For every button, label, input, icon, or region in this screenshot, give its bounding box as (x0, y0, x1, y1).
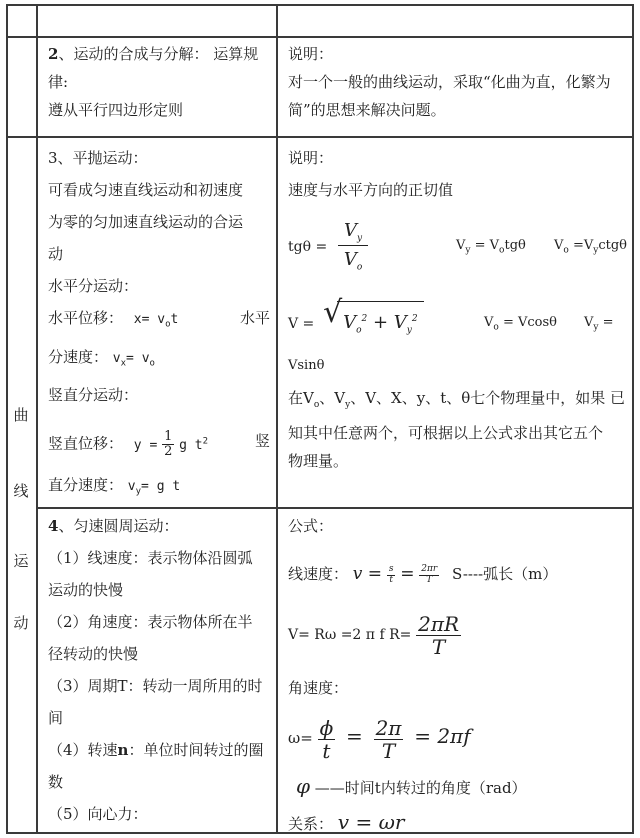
row2-left-cell (48, 40, 270, 124)
circular-motion-title: 、匀速圆周运动： (58, 517, 179, 535)
v-rw-label: V= Rω =2 π f R= (288, 627, 412, 643)
sqrt-expression: √ $V_o^2 + V_y^2$ (337, 301, 424, 348)
fraction-numerator: 2π (375, 715, 402, 740)
linear-speed-formula (288, 554, 628, 594)
vertical-displacement-label: 竖直位移： (48, 434, 124, 453)
vy-sin: Vsinθ (288, 358, 325, 373)
tangent-description: 速度与水平方向的正切值 (288, 181, 454, 199)
sqrt-plus: + V (372, 312, 407, 333)
row2-heading-cont: 律: (48, 73, 69, 91)
relation-label: 关系： (288, 815, 334, 833)
vertical-displacement-line: 竖直位移： y = $\frac{1}{2}$ g $t^2$ 竖 (48, 419, 274, 463)
vx-symbol: v (112, 350, 121, 366)
rotation-speed-item-cont: 数 (48, 773, 64, 791)
fraction-numerator: s (388, 563, 394, 574)
projectile-desc-line: 动 (48, 245, 64, 263)
vo-ctg-tail: ctgθ (598, 238, 627, 253)
note-part: 、V、X、y、t、θ七个物理量中，如果 已 (350, 389, 626, 407)
vertical-velocity-label: 直分速度： (48, 476, 124, 495)
tangent-formula-line: tgθ = $\frac{V_y}{V_o}$ $V_y = V_otg\theta$ $V_o =V_yctg\theta$ (288, 220, 627, 273)
g-t-term: g t (179, 437, 203, 453)
physics-table (6, 4, 634, 834)
side-label-char: 线 (13, 482, 29, 500)
row4-right-cell (288, 512, 628, 838)
row2-right-cell (288, 40, 628, 124)
note-part: 在V (288, 389, 314, 407)
row4-number: 4 (48, 517, 59, 535)
eq-sign: = (346, 724, 363, 748)
fraction-denominator: t (389, 574, 393, 585)
fraction-numerator: 2πr (421, 563, 438, 574)
angular-speed-item: （2）角速度：表示物体所在半 (48, 613, 253, 631)
side-label-char: 动 (13, 614, 29, 632)
row3-right-cell (288, 144, 628, 475)
row2-heading: 、运动的合成与分解： 运算规 (58, 45, 259, 63)
2pi-over-T (374, 717, 404, 762)
period-item: （3）周期T：转动一周所用的时 (48, 677, 263, 695)
relation-formula (288, 808, 628, 838)
resultant-velocity-line: V = √ $V_o^2 + V_y^2$ $V_o = Vcos\theta$ $V_y$ = (288, 300, 628, 346)
vx-eq: = v (126, 350, 150, 366)
v-label: V = (288, 316, 315, 332)
projectile-title: 3、平抛运动： (48, 149, 148, 167)
horizontal-velocity-line: 分速度： $v_x= v_o$ (48, 347, 155, 369)
side-label-char: 运 (13, 552, 29, 570)
rotation-speed-symbol: n (117, 741, 129, 759)
vy-tan-eq: = V (474, 238, 500, 253)
2piR-over-T (416, 613, 461, 658)
projectile-desc-line: 为零的匀加速直线运动的合运 (48, 213, 244, 231)
fraction-numerator: V (343, 220, 357, 242)
fraction-numerator: 2πR (418, 611, 460, 636)
period-item-cont: 间 (48, 709, 64, 727)
table-border-right (632, 4, 634, 834)
side-label-char: 曲 (13, 406, 29, 424)
linear-speed-label: 线速度： (288, 565, 349, 583)
fraction-denominator: 2 (164, 444, 173, 460)
vertical-velocity-line: 直分速度： $v_y= g$ t (48, 476, 181, 497)
row2-note-line: 简”的思想来解决问题。 (288, 101, 446, 119)
fraction-numerator: ϕ (319, 715, 334, 740)
note-part: 、V (319, 389, 346, 407)
note-line: 知其中任意两个，可根据以上公式求出其它五个 (288, 424, 604, 442)
row2-note-line: 对一个一般的曲线运动，采取“化曲为直，化繁为 (288, 73, 611, 91)
horizontal-displacement-line: 水平位移： $x= v_ot$ 水平 (48, 304, 274, 339)
vy-over-vo-fraction: $\frac{V_y}{V_o}$ (338, 221, 368, 273)
phi-definition (288, 772, 628, 802)
horizontal-displacement-t: t (170, 312, 179, 327)
formula-title: 公式： (288, 517, 334, 535)
table-row-divider-1 (6, 36, 634, 38)
rotation-speed-item: （4）转速 (48, 741, 118, 759)
v-rw-formula (288, 604, 628, 664)
projectile-desc-line: 可看成匀速直线运动和初速度 (48, 181, 244, 199)
eq-sign: = (400, 564, 415, 584)
linear-speed-item: （1）线速度：表示物体沿圆弧 (48, 549, 253, 567)
vy-symbol: v (127, 479, 136, 495)
y-eq: y = (133, 437, 158, 453)
table-column-divider-1 (36, 4, 38, 834)
fraction-denominator: t (322, 738, 331, 763)
sqrt-sign: √ (323, 295, 343, 330)
horizontal-displacement-formula: x= v (133, 312, 166, 327)
row3-left-cell (48, 144, 274, 506)
row2-rule: 遵从平行四边形定则 (48, 101, 184, 119)
horizontal-velocity-label-start: 水平 (239, 309, 270, 327)
rotation-speed-desc: ：单位时间转过的圈 (128, 741, 264, 759)
note-line: 物理量。 (288, 452, 349, 470)
seven-quantities-note: 在$V_o$、$V_y$、V、X、y、t、θ七个物理量中，如果 已 知其中任意两个，可根据以上公式求出其它五个 物理量。 (288, 384, 628, 475)
2pif: = 2πf (414, 724, 471, 748)
horizontal-velocity-label: 分速度： (48, 347, 109, 366)
linear-speed-item-cont: 运动的快慢 (48, 581, 124, 599)
angular-speed-heading: 角速度： (288, 679, 349, 697)
horizontal-motion-title: 水平分运动： (48, 277, 139, 295)
phi-symbol: φ (296, 774, 311, 798)
tg-label: tgθ = (288, 239, 328, 255)
phi-description: ——时间t内转过的角度（rad） (314, 779, 527, 797)
table-row-divider-3 (36, 507, 634, 509)
table-row-divider-2 (6, 136, 634, 138)
omega-label: ω= (288, 729, 313, 747)
row3-note-title: 说明： (288, 149, 334, 167)
s-over-t (387, 565, 396, 586)
arc-length-note: S----弧长（m） (452, 565, 558, 583)
vy-tan-tail: tgθ (504, 238, 526, 253)
fraction-numerator: 1 (164, 428, 173, 444)
horizontal-displacement-label: 水平位移： (48, 309, 124, 327)
fraction-denominator: V (343, 248, 357, 270)
fraction-denominator: T (431, 634, 446, 659)
row4-left-cell (48, 512, 274, 828)
half-fraction (162, 430, 174, 460)
vo-ctg-eq: =V (572, 238, 594, 253)
fraction-denominator: T (426, 574, 433, 585)
v-omega-r: v = ωr (337, 810, 405, 834)
row2-note-title: 说明： (288, 45, 334, 63)
centripetal-force-item: （5）向心力： (48, 805, 148, 823)
vy-eq: = g t (141, 479, 181, 495)
table-border-top (6, 4, 634, 6)
table-column-divider-2 (276, 4, 278, 834)
omega-formula (288, 706, 628, 766)
row2-number: 2 (48, 45, 59, 63)
vertical-velocity-label-start: 竖 (254, 432, 270, 451)
2pir-over-T (419, 565, 439, 586)
phi-over-t (318, 717, 336, 762)
vo-cos-eq: = Vcosθ (502, 315, 557, 330)
vertical-motion-title: 竖直分运动： (48, 386, 139, 405)
fraction-denominator: T (381, 738, 396, 763)
v-eq: v = (352, 564, 383, 584)
angular-speed-item-cont: 径转动的快慢 (48, 645, 139, 663)
